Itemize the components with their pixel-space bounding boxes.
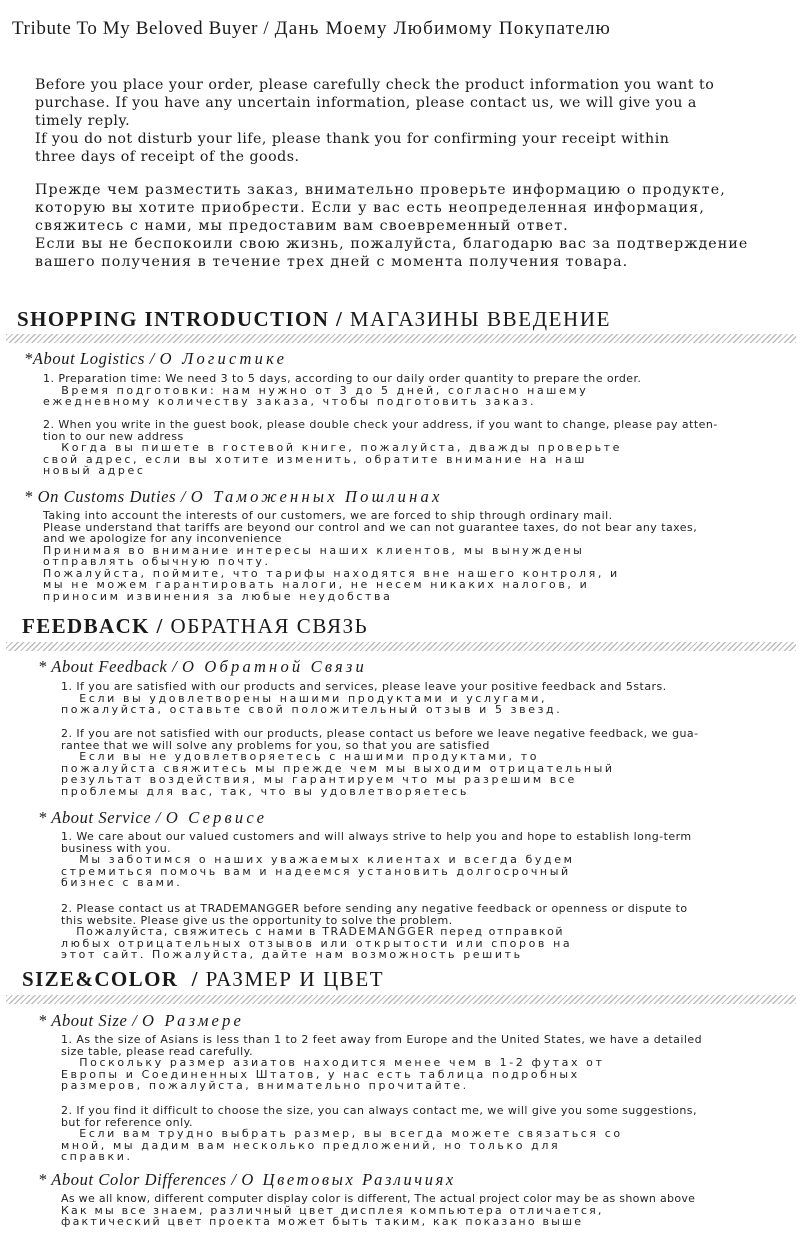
intro-en-line: If you do not disturb your life, please thank you for confirming your receipt within [35,131,670,147]
logistics-item-1: 1. Preparation time: We need 3 to 5 days, according to our daily order quantity to prepare the order. Время подготовки: нам нужно от 3 до 5 дней, согласно нашему ежедневному количеству заказа, чтобы подготовить заказ. [43,372,642,408]
title-ru: Дань Моему Любимому Покупателю [274,18,612,39]
subhead-logistics: *About Logistics / О Логистике [24,349,288,368]
service-item-1: 1. We care about our valued customers and will always strive to help you and hope to establish long-term business with you. Мы заботимся о наших уважаемых клиентах и всегда будем стремиться помочь вам и надеемся установить долгосрочный бизнес с вами. [61,830,692,889]
intro-en-line: purchase. If you have any uncertain information, please contact us, we will give you a [35,95,697,111]
intro-ru [35,181,748,271]
section-divider [6,642,796,651]
section-title-size-color: SIZE&COLOR / РАЗМЕР И ЦВЕТ [22,967,385,991]
service-item-2: 2. Please contact us at TRADEMANGGER before sending any negative feedback or openness or dispute to this website. Please give us the opportunity to solve the problem. Пожалуйста, свяжитесь с нами в TRADEMANGGER перед отправкой любых отрицательных отзывов или открытости или споров на этот сайт. Пожалуйста, дайте нам возможность решить [61,902,688,961]
size-item-2: 2. If you find it difficult to choose the size, you can always contact me, we will give you some suggestions, but for reference only. Если вам трудно выбрать размер, вы всегда можете связаться со мной, мы дадим вам несколько предложений, но только для справки. [61,1104,697,1163]
subhead-feedback: * About Feedback / О Обратной Связи [38,657,367,676]
subhead-customs: * On Customs Duties / О Таможенных Пошлинах [24,487,443,506]
feedback-item-2: 2. If you are not satisfied with our products, please contact us before we leave negative feedback, we gua- rantee that we will solve any problems for you, so that you are satisfied Если вы не удовлетворяетесь с нашими продуктами, то пожалуйста свяжитесь мы прежде чем мы выходим отрицательный результат воздействия, мы гарантируем что мы разрешим все проблемы для вас, так, что вы удовлетворяетесь [61,727,699,798]
logistics-item-2: 2. When you write in the guest book, please double check your address, if you want to change, please pay atten- tion to our new address Когда вы пишете в гостевой книге, пожалуйста, дважды проверьте свой адрес, если вы хотите изменить, обратите внимание на наш новый адрес [43,418,718,477]
title-separator: / [258,18,275,39]
section-divider [6,334,796,343]
intro-en-line: Before you place your order, please carefully check the product information you want to [35,77,715,93]
color-text: As we all know, different computer display color is different, The actual project color may be as shown above Как мы все знаем, различный цвет дисплея компьютера отличается, фактический цвет проекта может быть таким, как показано выше [61,1192,696,1228]
intro-en-line: timely reply. [35,113,131,129]
section-divider [6,995,796,1004]
section-title-shopping: SHOPPING INTRODUCTION / МАГАЗИНЫ ВВЕДЕНИЕ [17,307,612,331]
intro-ru-line: свяжитесь с нами, мы предоставим вам своевременный ответ. [35,218,569,234]
intro-en [35,76,714,166]
subhead-color: * About Color Differences / О Цветовых Различиях [38,1170,456,1189]
intro-ru-line: вашего получения в течение трех дней с момента получения товара. [35,254,629,270]
size-item-1: 1. As the size of Asians is less than 1 to 2 feet away from Europe and the United States, we have a detailed size table, please read carefully. Поскольку размер азиатов находится менее чем в 1-2 футах от Европы и Соединенных Штатов, у нас есть таблица подробных размеров, пожалуйста, внимательно прочитайте. [61,1033,703,1092]
subhead-size: * About Size / О Размере [38,1011,245,1030]
intro-en-line: three days of receipt of the goods. [35,149,300,165]
intro-ru-line: которую вы хотите приобрести. Если у вас есть неопределенная информация, [35,200,705,216]
page-title [12,18,611,40]
intro-ru-line: Прежде чем разместить заказ, внимательно проверьте информацию о продукте, [35,182,726,198]
feedback-item-1: 1. If you are satisfied with our products and services, please leave your positive feedback and 5stars. Если вы удовлетворены нашими продуктами и услугами, пожалуйста, оставьте свой положительный отзыв и 5 звезд. [61,680,667,716]
title-en: Tribute To My Beloved Buyer [12,18,259,39]
subhead-service: * About Service / О Сервисе [38,808,268,827]
intro-ru-line: Если вы не беспокоили свою жизнь, пожалуйста, благодарю вас за подтверждение [35,236,749,252]
section-title-feedback: FEEDBACK / ОБРАТНАЯ СВЯЗЬ [22,614,369,638]
customs-text: Taking into account the interests of our customers, we are forced to ship through ordinary mail. Please understand that tariffs are beyond our control and we can not guarantee taxes, do not bear any taxes, and we apologize for any inconvenience Принимая во внимание интересы наших клиентов, мы вынуждены отправлять обычную почту. Пожалуйста, поймите, что тарифы находятся вне нашего контроля, и мы не можем гарантировать налоги, не несем никаких налогов, и приносим извинения за любые неудобства [43,509,698,603]
